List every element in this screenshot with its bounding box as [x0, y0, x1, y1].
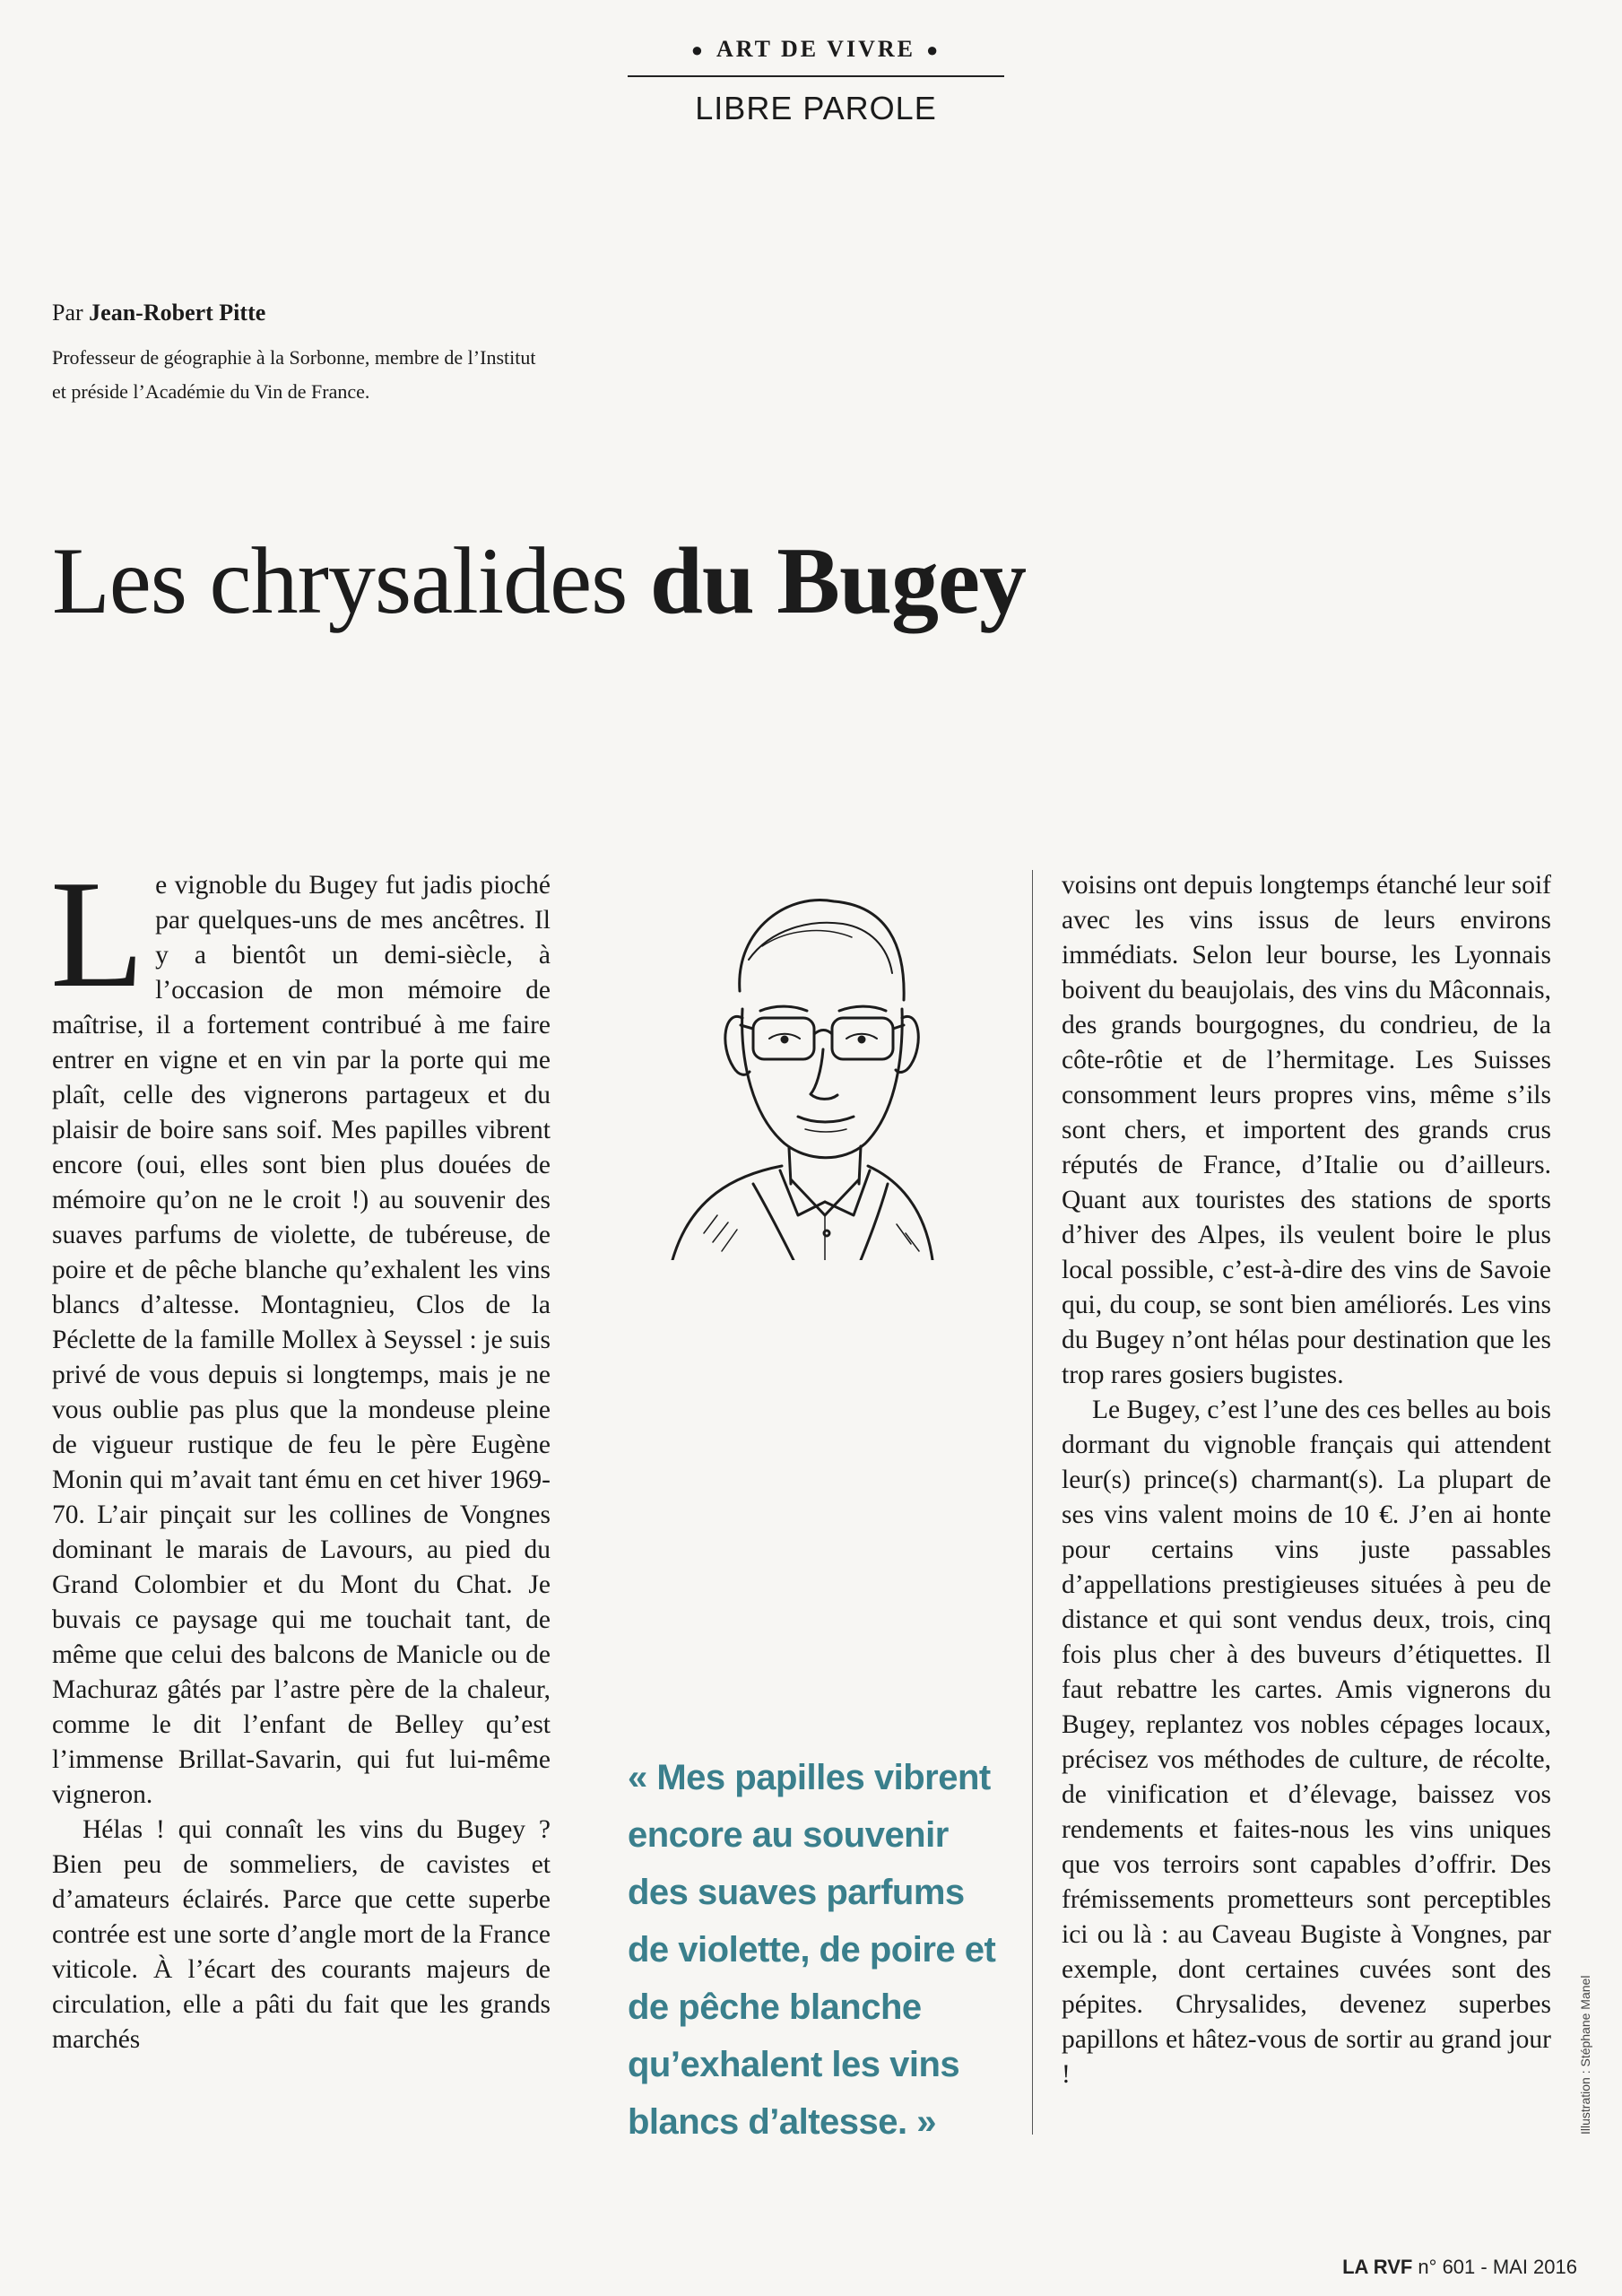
section-label-text: ART DE VIVRE: [716, 36, 915, 62]
pull-quote: « Mes papilles vibrent encore au souvenir des suaves parfums de violette, de poire et de pêche blanche qu’exhalent les vins blancs d’altesse. »: [628, 1758, 996, 2142]
bullet-icon: ●: [690, 39, 707, 61]
column-divider: [1032, 870, 1033, 2135]
article-column-left: [50, 849, 551, 2057]
title-part-bold: du Bugey: [649, 528, 1027, 633]
affiliation-line: et préside l’Académie du Vin de France.: [52, 380, 370, 403]
subsection-label: LIBRE PAROLE: [695, 90, 937, 126]
header-rule: [628, 75, 1004, 77]
author-affiliation: [52, 341, 733, 409]
section-label: [628, 36, 1004, 63]
byline: [52, 300, 265, 326]
byline-prefix: Par: [52, 300, 90, 326]
title-part: Les chrysalides: [52, 528, 650, 633]
paragraph: Le Bugey, c’est l’une des ces belles au bois dormant du vignoble français qui attendent leur(s) prince(s) charmant(s). La plupart de ses vins valent moins de 10 €. J’en ai honte pour certains vins juste passables d’appellations prestigieuses situées à peu de distance et qui sont vendus deux, trois, cinq fois plus cher à des buveurs d’étiquettes. Il faut rebattre les cartes. Amis vignerons du Bugey, replantez vos nobles cépages locaux, précisez vos méthodes de culture, de récolte, de vinification et d’élevage, baissez vos rendements et faites-nous les vins uniques que vos terroirs sont capables d’offrir. Des frémissements prometteurs sont perceptibles ici ou là : au Caveau Bugiste à Vongnes, par exemple, dont certaines cuvées sont des pépites. Chrysalides, devenez superbes papillons et hâtez-vous de sortir au grand jour !: [1062, 1396, 1551, 2089]
paragraph: voisins ont depuis longtemps étanché leur soif avec les vins issus de leurs environs immédiats. Selon leur bourse, les Lyonnais boivent du beaujolais, des vins du Mâconnais, des grands bourgognes, du condrieu, de la côte-rôtie et de l’hermitage. Les Suisses consomment leurs propres vins, même s’ils sont chers, et importent des grands crus réputés de France, d’Italie ou d’ailleurs. Quant aux touristes des stations de sports d’hiver des Alpes, ils veulent boire le plus local possible, c’est-à-dire des vins de Savoie qui, du coup, se sont bien améliorés. Les vins du Bugey n’ont hélas pour destination que les trop rares gosiers bugistes.: [1062, 871, 1551, 1389]
paragraph: [50, 849, 551, 1813]
drop-cap: L: [50, 849, 145, 1020]
paragraph: Hélas ! qui connaît les vins du Bugey ? Bien peu de sommeliers, de cavistes et d’amateurs éclairés. Parce que cette superbe contrée est une sorte d’angle mort de la France viticole. À l’écart des courants majeurs de circulation, elle a pâti du fait que les grands marchés: [52, 1815, 551, 2054]
article-title: [52, 527, 1026, 635]
author-portrait-illustration: [619, 874, 986, 1260]
paragraph-text: e vignoble du Bugey fut jadis pioché par quelques-uns de mes ancêtres. Il y a bientôt un demi-siècle, à l’occasion de mon mémoire de maîtrise, il a fortement contribué à me faire entrer en vigne et en vin par la porte qui me plaît, celle des vignerons partageux et du plaisir de boire sans soif. Mes papilles vibrent encore (oui, elles sont bien plus douées de mémoire qu’on ne le croit !) au souvenir des suaves parfums de violette, de tubéreuse, de poire et de pêche blanche qu’exhalent les vins blancs d’altesse. Montagnieu, Clos de la Péclette de la famille Mollex à Seyssel : je suis privé de vous depuis si longtemps, mais je ne vous oublie pas plus que la mondeuse pleine de vigueur rustique de feu le père Eugène Monin qui m’avait tant ému en cet hiver 1969-70. L’air pinçait sur les collines de Vongnes dominant le marais de Lavours, au pied du Grand Colombier et du Mont du Chat. Je buvais ce paysage qui me touchait tant, de même que celui des balcons de Manicle ou de Machuraz gâtés par l’astre père de la chaleur, comme le dit l’enfant de Belley qu’est l’immense Brillat-Savarin, qui fut lui-même vigneron.: [52, 871, 551, 1809]
author-name: Jean-Robert Pitte: [89, 300, 266, 326]
page-footer: [1342, 2256, 1577, 2279]
affiliation-line: Professeur de géographie à la Sorbonne, membre de l’Institut: [52, 346, 536, 369]
magazine-brand: LA RVF: [1342, 2256, 1413, 2278]
issue-info: n° 601 - MAI 2016: [1412, 2256, 1577, 2278]
portrait-drawing: [619, 874, 986, 1260]
bullet-icon: ●: [925, 39, 941, 61]
illustration-credit: Illustration : Stéphane Manel: [1578, 1975, 1592, 2135]
article-column-right: [1062, 868, 1551, 2092]
